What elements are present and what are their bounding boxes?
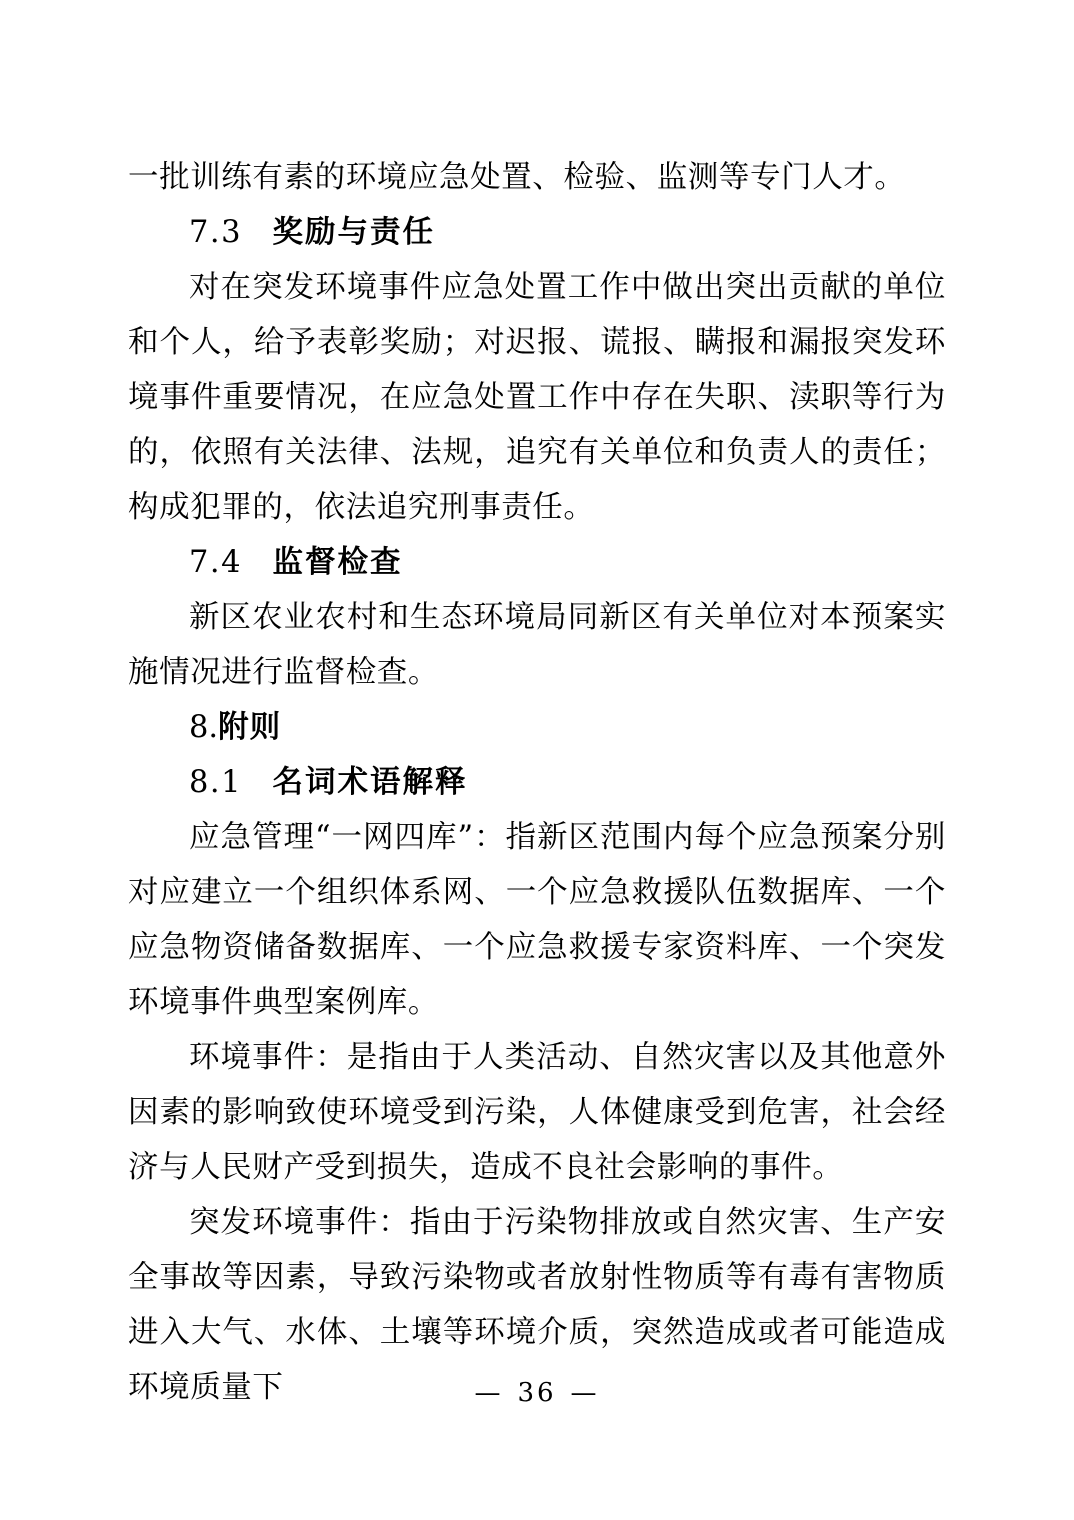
section-heading-8-1 [128, 755, 946, 810]
paragraph-reward-responsibility: 对在突发环境事件应急处置工作中做出突出贡献的单位和个人，给予表彰奖励；对迟报、谎报、瞒报和漏报突发环境事件重要情况，在应急处置工作中存在失职、渎职等行为的，依照有关法律、法规，追究有关单位和负责人的责任；构成犯罪的，依法追究刑事责任。 [128, 270, 946, 525]
section-title: 奖励与责任 [272, 214, 436, 250]
section-title: 附则 [218, 709, 282, 745]
footer-dash-left: — [474, 1378, 504, 1408]
paragraph-continued: 一批训练有素的环境应急处置、检验、监测等专门人才。 [128, 160, 906, 195]
paragraph-term-environmental-event: 环境事件：是指由于人类活动、自然灾害以及其他意外因素的影响致使环境受到污染，人体健康受到危害，社会经济与人民财产受到损失，造成不良社会影响的事件。 [128, 1040, 946, 1185]
paragraph-supervision: 新区农业农村和生态环境局同新区有关单位对本预案实施情况进行监督检查。 [128, 600, 946, 690]
footer-dash-right: — [570, 1378, 600, 1408]
page-number: 36 [517, 1378, 557, 1408]
section-heading-7-3 [128, 205, 946, 260]
section-title: 监督检查 [272, 544, 403, 580]
paragraph-term-sudden-environmental-event: 突发环境事件：指由于污染物排放或自然灾害、生产安全事故等因素，导致污染物或者放射性物质等有毒有害物质进入大气、水体、土壤等环境介质，突然造成或者可能造成环境质量下 [128, 1205, 946, 1405]
section-heading-8 [128, 700, 946, 755]
section-number: 7.4 [189, 545, 243, 580]
section-number: 8.1 [189, 765, 243, 800]
section-heading-7-4 [128, 535, 946, 590]
paragraph-term-one-net-four-libraries: 应急管理“一网四库”：指新区范围内每个应急预案分别对应建立一个组织体系网、一个应急救援队伍数据库、一个应急物资储备数据库、一个应急救援专家资料库、一个突发环境事件典型案例库。 [128, 820, 946, 1020]
section-number: 7.3 [189, 215, 243, 250]
page-footer [0, 1378, 1074, 1408]
section-title: 名词术语解释 [272, 764, 468, 800]
section-number: 8. [189, 710, 219, 745]
